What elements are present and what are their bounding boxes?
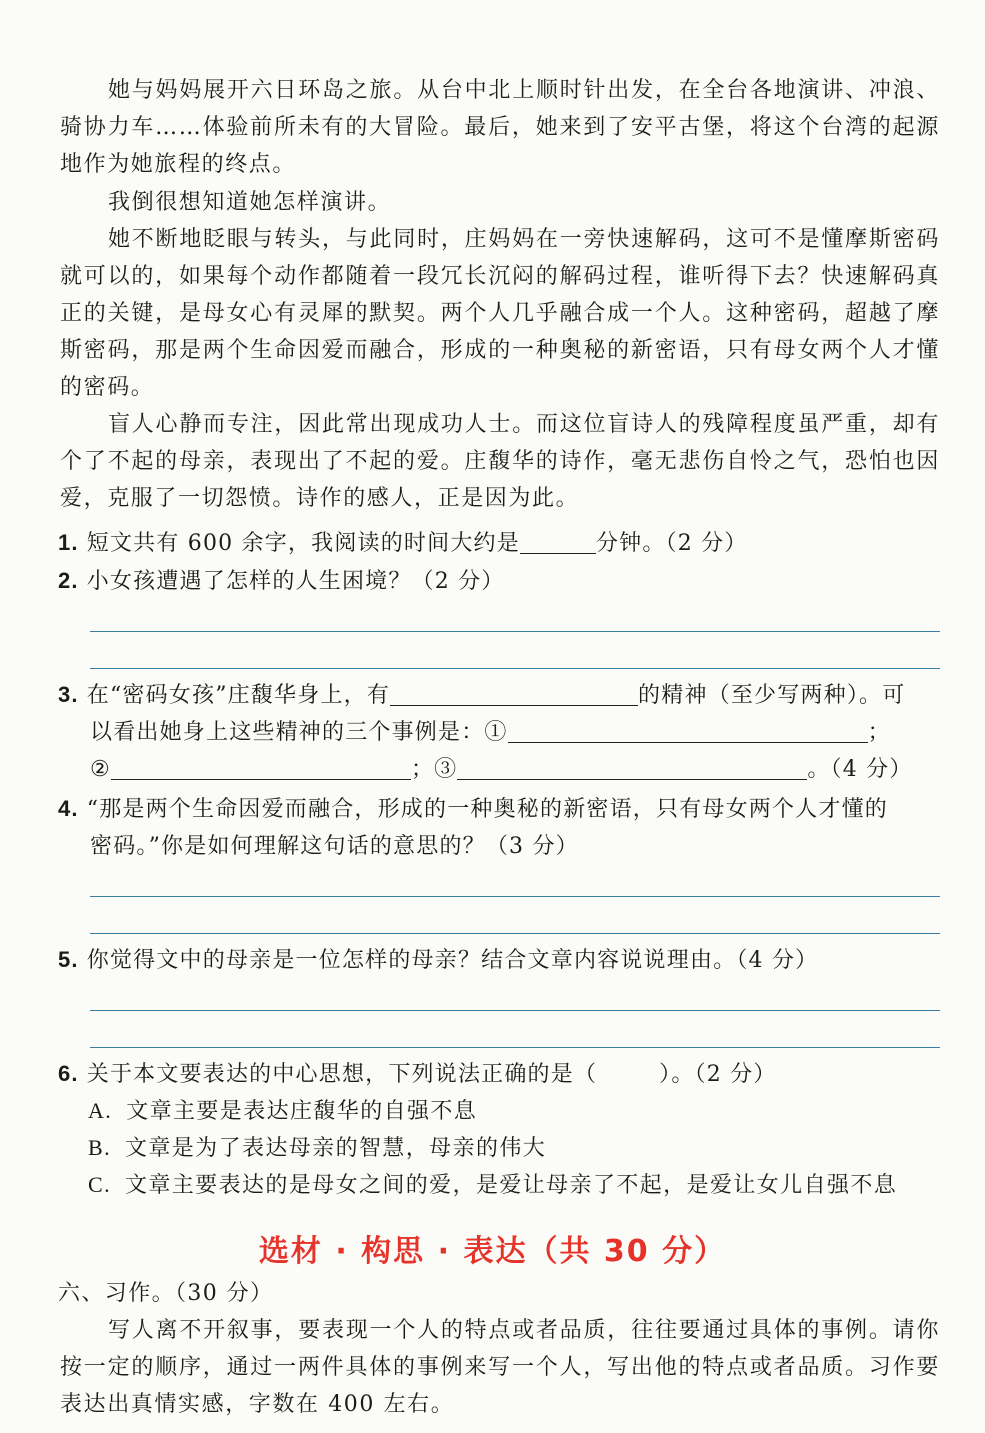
question-number: 5. <box>58 947 79 972</box>
answer-line[interactable] <box>90 668 940 669</box>
question-number: 3. <box>58 682 79 707</box>
question-number: 1. <box>58 530 79 555</box>
option-letter: B. <box>88 1135 111 1160</box>
passage-paragraph-2: 我倒很想知道她怎样演讲。 <box>108 190 392 215</box>
question-6-text: 关于本文要表达的中心思想，下列说法正确的是（ <box>86 1062 598 1087</box>
option-c[interactable] <box>88 1166 897 1204</box>
question-5 <box>58 941 942 979</box>
answer-blank-example-2[interactable] <box>111 755 411 780</box>
passage-paragraph-4: 盲人心静而专注，因此常出现成功人士。而这位盲诗人的残障程度虽严重，却有个了不起的母亲，表现出了不起的爱。庄馥华的诗作，毫无悲伤自怜之气，恐怕也因爱，克服了一切怨愤。诗作的感人，正是因为此。 <box>60 412 940 511</box>
option-text: 文章主要是表达庄馥华的自强不息 <box>126 1099 478 1124</box>
question-2-text: 小女孩遭遇了怎样的人生困境？（2 分） <box>86 569 505 594</box>
passage-paragraph-1: 她与妈妈展开六日环岛之旅。从台中北上顺时针出发，在全台各地演讲、冲浪、骑协力车……体验前所未有的大冒险。最后，她来到了安平古堡，将这个台湾的起源地作为她旅程的终点。 <box>60 78 940 177</box>
question-6 <box>58 1055 942 1093</box>
question-2 <box>58 562 942 600</box>
essay-heading: 六、习作。（30 分） <box>58 1281 274 1306</box>
option-text: 文章主要表达的是母女之间的爱，是爱让母亲了不起，是爱让女儿自强不息 <box>124 1173 898 1198</box>
question-number: 4. <box>58 796 79 821</box>
question-4-text-cont: 密码。”你是如何理解这句话的意思的？（3 分） <box>90 834 579 859</box>
question-4-text: “那是两个生命因爱而融合，形成的一种奥秘的新密语，只有母女两个人才懂的 <box>86 797 888 822</box>
punctuation: ； <box>867 720 891 745</box>
answer-blank-example-3[interactable] <box>457 755 807 780</box>
question-number: 2. <box>58 568 79 593</box>
question-3-line-3 <box>58 751 942 788</box>
answer-line[interactable] <box>90 933 940 934</box>
question-3-examples-label: 以看出她身上这些精神的三个事例是：① <box>90 720 508 745</box>
option-letter: C. <box>88 1172 111 1197</box>
option-a[interactable] <box>88 1092 477 1130</box>
section-title: 选材 · 构思 · 表达（共 30 分） <box>258 1234 727 1269</box>
option-letter: A. <box>88 1098 113 1123</box>
question-3-score: 。（4 分） <box>807 757 913 782</box>
answer-blank-spirit[interactable] <box>390 681 638 706</box>
question-1-suffix: 分钟。（2 分） <box>595 531 748 556</box>
essay-prompt: 写人离不开叙事，要表现一个人的特点或者品质，往往要通过具体的事例。请你按一定的顺序，通过一两件具体的事例来写一个人，写出他的特点或者品质。习作要表达出真情实感，字数在 400 左右。 <box>60 1318 940 1417</box>
question-5-text: 你觉得文中的母亲是一位怎样的母亲？结合文章内容说说理由。（4 分） <box>86 948 819 973</box>
option-text: 文章是为了表达母亲的智慧，母亲的伟大 <box>124 1136 547 1161</box>
answer-blank-1[interactable] <box>520 529 596 554</box>
question-6-score: ）。（2 分） <box>659 1062 777 1087</box>
question-4 <box>58 790 942 865</box>
question-3-line-2 <box>58 714 942 751</box>
answer-line[interactable] <box>90 896 940 897</box>
answer-line[interactable] <box>90 631 940 632</box>
answer-line[interactable] <box>90 1047 940 1048</box>
option-b[interactable] <box>88 1129 546 1167</box>
question-1-text: 短文共有 600 余字，我阅读的时间大约是 <box>86 531 520 556</box>
question-3 <box>58 676 942 788</box>
passage-paragraph-3: 她不断地眨眼与转头，与此同时，庄妈妈在一旁快速解码，这可不是懂摩斯密码就可以的，如果每个动作都随着一段冗长沉闷的解码过程，谁听得下去？快速解码真正的关键，是母女心有灵犀的默契。两个人几乎融合成一个人。这种密码，超越了摩斯密码，那是两个生命因爱而融合，形成的一种奥秘的新密语，只有母女两个人才懂的密码。 <box>60 227 940 400</box>
question-1 <box>58 524 942 562</box>
question-number: 6. <box>58 1061 79 1086</box>
answer-line[interactable] <box>90 1010 940 1011</box>
circle-number-2: ② <box>90 757 111 782</box>
answer-blank-example-1[interactable] <box>508 718 868 743</box>
circle-number-3: ；③ <box>410 757 458 782</box>
question-3-text-cont: 的精神（至少写两种）。可 <box>638 683 906 708</box>
question-3-text: 在“密码女孩”庄馥华身上，有 <box>86 683 391 708</box>
